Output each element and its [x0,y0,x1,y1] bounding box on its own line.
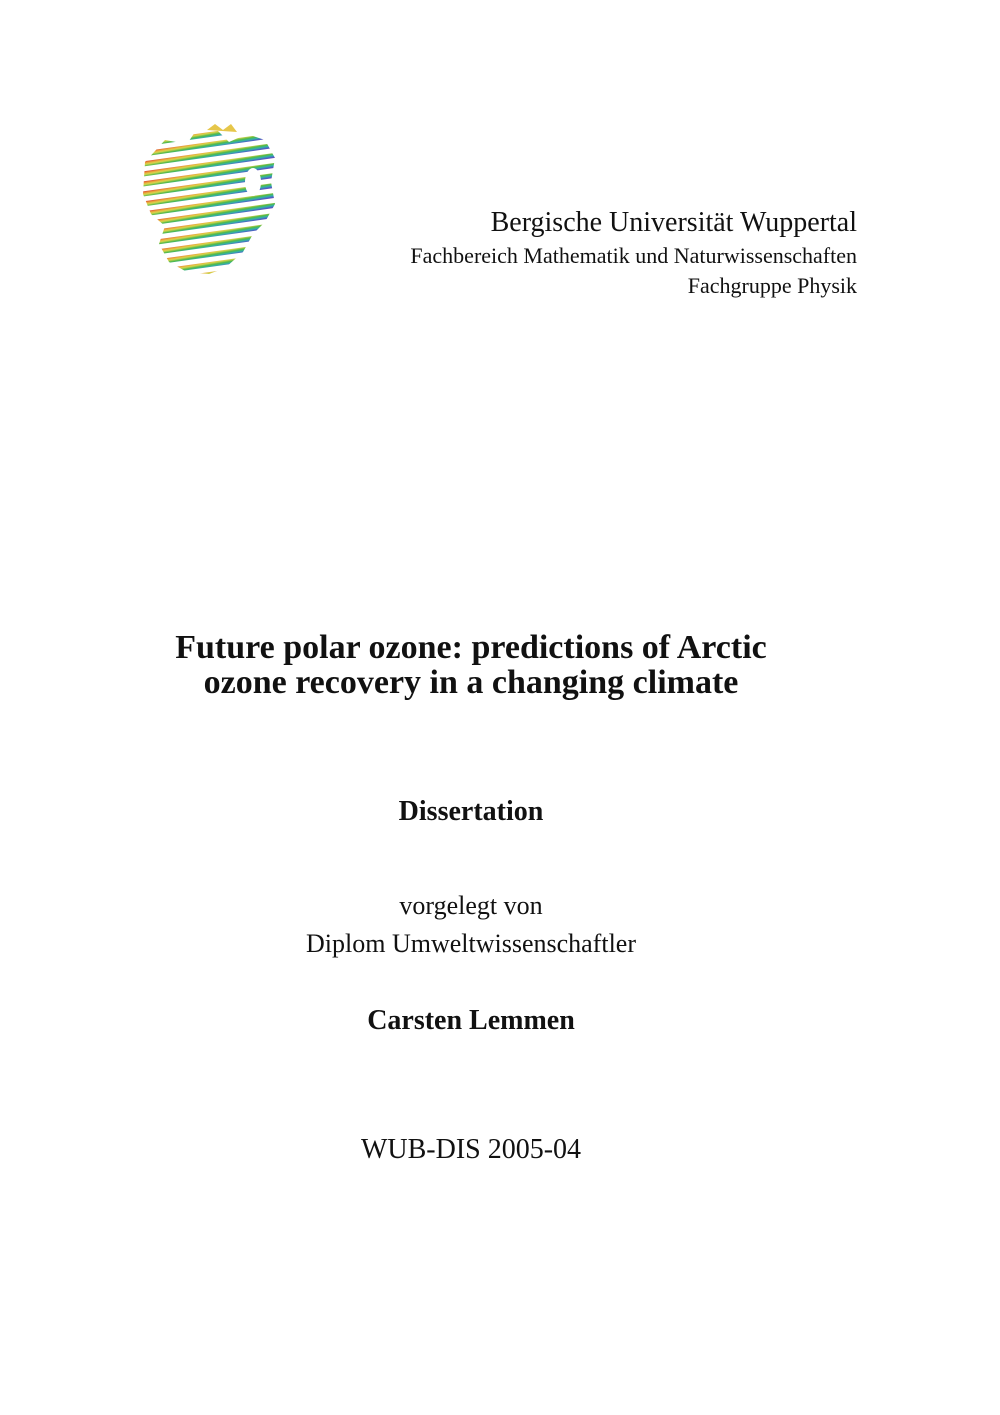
department-name: Fachbereich Mathematik und Naturwissenschaften [410,243,857,268]
lion-emblem-icon [125,122,290,292]
presented-by-line-1: vorgelegt von [399,891,543,920]
university-logo [125,122,290,292]
document-type: Dissertation [398,796,544,827]
group-name: Fachgruppe Physik [687,273,857,298]
affiliation-block [410,205,857,301]
presented-by [0,887,942,963]
university-name: Bergische Universität Wuppertal [490,207,857,238]
presented-by-line-2: Diplom Umweltwissenschaftler [306,929,636,958]
thesis-title-line-2: ozone recovery in a changing climate [203,664,739,701]
thesis-title [0,630,942,700]
thesis-title-line-1: Future polar ozone: predictions of Arctic [175,629,767,666]
report-number: WUB-DIS 2005-04 [360,1134,582,1165]
author-name: Carsten Lemmen [367,1005,575,1036]
